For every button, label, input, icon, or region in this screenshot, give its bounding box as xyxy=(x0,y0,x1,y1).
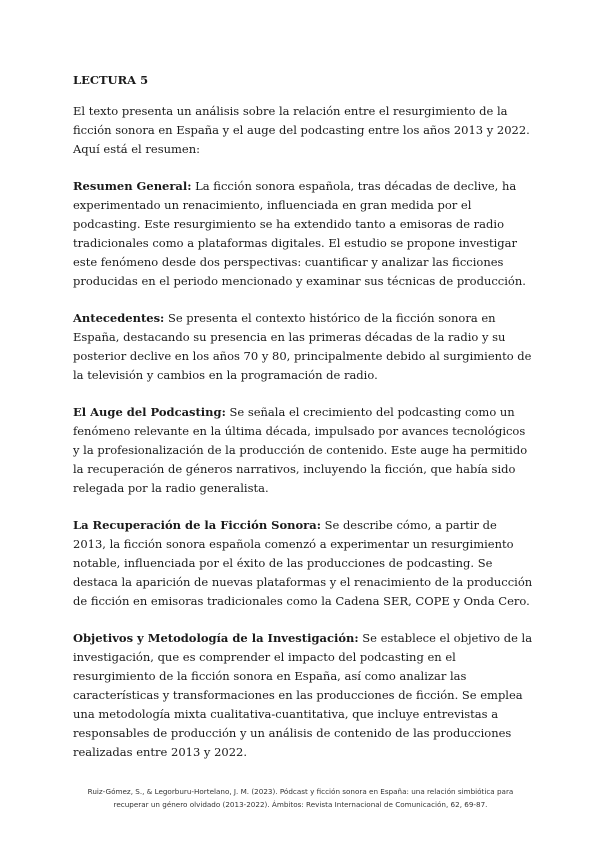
section-text: La ficción sonora española, tras décadas de declive, ha experimentado un renacimiento, influenciada en gran medida por el podcasting. Este resurgimiento se ha extendido tanto a emisoras de radio tradicionales como a plataformas digitales. El estudio se propone investigar este fenómeno desde dos perspectivas: cuantificar y analizar las ficciones producidas en el periodo mencionado y examinar sus técnicas de producción. xyxy=(73,179,526,288)
section-text: Se describe cómo, a partir de 2013, la ficción sonora española comenzó a experimentar un resurgimiento notable, influenciada por el éxito de las producciones de podcasting. Se destaca la aparición de nuevas plataformas y el renacimiento de la producción de ficción en emisoras tradicionales como la Cadena SER, COPE y Onda Cero. xyxy=(73,518,533,608)
section-resumen-general xyxy=(73,177,533,291)
section-label: Resumen General: xyxy=(73,179,192,193)
document-body xyxy=(73,71,533,780)
section-objetivos-metodologia xyxy=(73,629,533,762)
citation-line: Ruiz-Gómez, S., & Legorburu-Hortelano, J. M. (2023). Pódcast y ficción sonora en España: una relación simbiótica para xyxy=(87,787,514,796)
section-text: Se señala el crecimiento del podcasting como un fenómeno relevante en la última década, impulsado por avances tecnológicos y la profesionalización de la producción de contenido. Este auge ha permitido la recuperación de géneros narrativos, incluyendo la ficción, que había sido relegada por la radio generalista. xyxy=(73,405,528,495)
citation-line: recuperar un género olvidado (2013-2022). Ámbitos: Revista Internacional de Comunicación, 62, 69-87. xyxy=(113,800,488,809)
section-label: La Recuperación de la Ficción Sonora: xyxy=(73,518,321,532)
section-recuperacion-ficcion xyxy=(73,516,533,611)
section-label: El Auge del Podcasting: xyxy=(73,405,226,419)
section-antecedentes xyxy=(73,309,533,385)
section-label: Antecedentes: xyxy=(73,311,165,325)
section-label: Objetivos y Metodología de la Investigación: xyxy=(73,631,359,645)
section-text: Se presenta el contexto histórico de la ficción sonora en España, destacando su presencia en las primeras décadas de la radio y su posterior declive en los años 70 y 80, principalmente debido al surgimiento de la televisión y cambios en la programación de radio. xyxy=(73,311,532,382)
intro-paragraph: El texto presenta un análisis sobre la relación entre el resurgimiento de la ficción sonora en España y el auge del podcasting entre los años 2013 y 2022. Aquí está el resumen: xyxy=(73,104,530,156)
section-auge-podcasting xyxy=(73,403,533,498)
citation-footer xyxy=(78,785,523,811)
section-text: Se establece el objetivo de la investigación, que es comprender el impacto del podcasting en el resurgimiento de la ficción sonora en España, así como analizar las características y transformaciones en las producciones de ficción. Se emplea una metodología mixta cualitativa-cuantitativa, que incluye entrevistas a responsables de producción y un análisis de contenido de las producciones realizadas entre 2013 y 2022. xyxy=(73,631,533,759)
document-heading: LECTURA 5 xyxy=(73,73,149,87)
